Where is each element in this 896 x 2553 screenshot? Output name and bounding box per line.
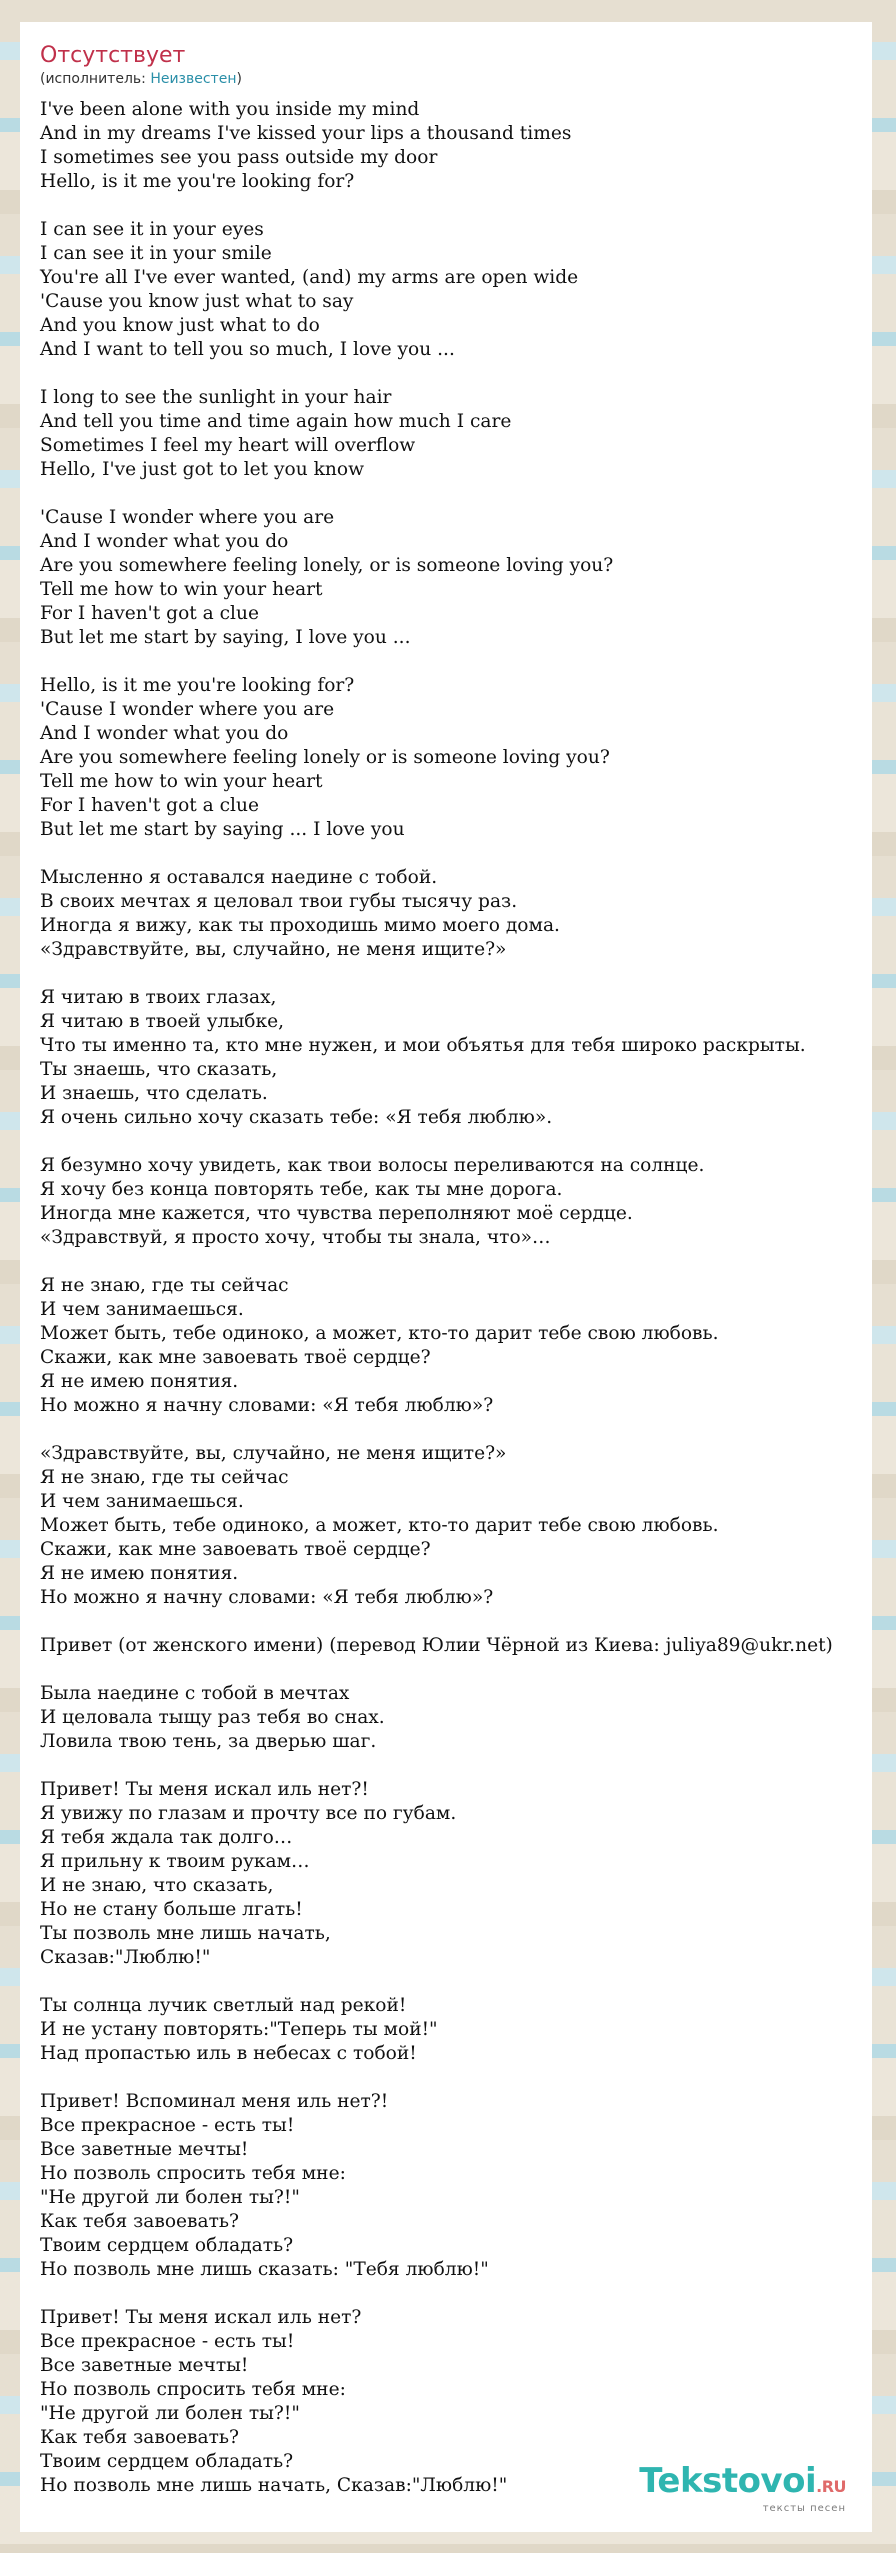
lyric-line: I can see it in your smile	[40, 243, 272, 264]
stanza-break	[40, 1970, 854, 1994]
lyric-line: And I want to tell you so much, I love you ...	[40, 339, 455, 360]
stanza-break	[40, 194, 854, 218]
lyric-line: Твоим сердцем обладать?	[40, 2235, 294, 2256]
lyric-line: And I wonder what you do	[40, 531, 289, 552]
lyric-line: Я читаю в твоей улыбке,	[40, 1011, 284, 1032]
lyric-line: Может быть, тебе одиноко, а может, кто-то дарит тебе свою любовь.	[40, 1515, 719, 1536]
lyric-line: Hello, is it me you're looking for?	[40, 675, 355, 696]
lyric-line: You're all I've ever wanted, (and) my arms are open wide	[40, 267, 579, 288]
lyric-line: Сказав:"Люблю!"	[40, 1947, 211, 1968]
lyric-line: Я очень сильно хочу сказать тебе: «Я тебя люблю».	[40, 1107, 553, 1128]
site-logo[interactable]	[639, 2463, 846, 2514]
lyric-line: Но позволь мне лишь сказать: "Тебя люблю!"	[40, 2259, 489, 2280]
lyric-line: Ты позволь мне лишь начать,	[40, 1923, 331, 1944]
lyric-line: Привет (от женского имени) (перевод Юлии Чёрной из Киева: juliya89@ukr.net)	[40, 1635, 833, 1656]
lyric-line: «Здравствуйте, вы, случайно, не меня ищите?»	[40, 939, 507, 960]
lyric-line: Твоим сердцем обладать?	[40, 2451, 294, 2472]
lyric-line: Я не имею понятия.	[40, 1371, 239, 1392]
lyric-line: 'Cause you know just what to say	[40, 291, 354, 312]
lyric-line: Я не знаю, где ты сейчас	[40, 1275, 289, 1296]
lyric-line: But let me start by saying, I love you ...	[40, 627, 411, 648]
lyric-line: Скажи, как мне завоевать твоё сердце?	[40, 1539, 431, 1560]
lyric-line: Я не знаю, где ты сейчас	[40, 1467, 289, 1488]
lyric-line: I've been alone with you inside my mind	[40, 99, 420, 120]
lyric-line: "Не другой ли болен ты?!"	[40, 2403, 300, 2424]
song-title: Отсутствует	[40, 43, 186, 68]
lyric-line: Что ты именно та, кто мне нужен, и мои объятья для тебя широко раскрыты.	[40, 1035, 806, 1056]
lyric-line: Hello, is it me you're looking for?	[40, 171, 355, 192]
lyric-line: Была наедине с тобой в мечтах	[40, 1683, 350, 1704]
lyric-line: Are you somewhere feeling lonely or is someone loving you?	[40, 747, 610, 768]
lyric-line: Hello, I've just got to let you know	[40, 459, 364, 480]
lyric-line: Но можно я начну словами: «Я тебя люблю»?	[40, 1395, 494, 1416]
lyric-line: Я читаю в твоих глазах,	[40, 987, 277, 1008]
lyric-line: Привет! Вспоминал меня иль нет?!	[40, 2091, 389, 2112]
lyric-line: Я хочу без конца повторять тебе, как ты мне дорога.	[40, 1179, 563, 1200]
lyric-line: И целовала тыщу раз тебя во снах.	[40, 1707, 385, 1728]
lyric-line: Иногда мне кажется, что чувства переполняют моё сердце.	[40, 1203, 633, 1224]
lyric-line: Я тебя ждала так долго…	[40, 1827, 293, 1848]
lyric-line: Ловила твою тень, за дверью шаг.	[40, 1731, 377, 1752]
stanza-break	[40, 482, 854, 506]
stanza-break	[40, 650, 854, 674]
lyrics-card	[20, 22, 872, 2532]
lyric-line: And in my dreams I've kissed your lips a thousand times	[40, 123, 572, 144]
lyric-line: Привет! Ты меня искал иль нет?!	[40, 1779, 369, 1800]
lyric-line: I long to see the sunlight in your hair	[40, 387, 392, 408]
artist-prefix: (исполнитель:	[40, 71, 151, 87]
lyric-line: And tell you time and time again how much I care	[40, 411, 512, 432]
lyric-line: Как тебя завоевать?	[40, 2427, 239, 2448]
artist-suffix: )	[236, 71, 242, 87]
lyric-line: И чем занимаешься.	[40, 1491, 244, 1512]
lyric-line: Are you somewhere feeling lonely, or is someone loving you?	[40, 555, 614, 576]
background-stripe-right	[868, 0, 896, 2553]
logo-name: Tekstovoi	[639, 2461, 817, 2501]
stanza-break	[40, 362, 854, 386]
lyrics-text	[40, 98, 854, 2498]
lyric-line: Все прекрасное - есть ты!	[40, 2331, 295, 2352]
lyric-line: «Здравствуйте, вы, случайно, не меня ищите?»	[40, 1443, 507, 1464]
lyric-line: Я не имею понятия.	[40, 1563, 239, 1584]
artist-line	[40, 70, 854, 88]
lyric-line: Над пропастью иль в небесах с тобой!	[40, 2043, 417, 2064]
stanza-break	[40, 1754, 854, 1778]
lyric-line: Все заветные мечты!	[40, 2355, 249, 2376]
lyric-line: Мысленно я оставался наедине с тобой.	[40, 867, 438, 888]
stanza-break	[40, 1610, 854, 1634]
lyric-line: Tell me how to win your heart	[40, 579, 323, 600]
lyric-line: Иногда я вижу, как ты проходишь мимо моего дома.	[40, 915, 560, 936]
stanza-break	[40, 2066, 854, 2090]
lyric-line: I can see it in your eyes	[40, 219, 264, 240]
lyric-line: Ты солнца лучик светлый над рекой!	[40, 1995, 407, 2016]
stanza-break	[40, 2282, 854, 2306]
lyric-line: 'Cause I wonder where you are	[40, 699, 335, 720]
lyric-line: Привет! Ты меня искал иль нет?	[40, 2307, 362, 2328]
lyric-line: Но не стану больше лгать!	[40, 1899, 303, 1920]
lyric-line: Как тебя завоевать?	[40, 2211, 239, 2232]
lyric-line: And I wonder what you do	[40, 723, 289, 744]
lyric-line: But let me start by saying ... I love you	[40, 819, 405, 840]
lyric-line: И не знаю, что сказать,	[40, 1875, 274, 1896]
lyric-line: Все прекрасное - есть ты!	[40, 2115, 295, 2136]
lyric-line: I sometimes see you pass outside my door	[40, 147, 438, 168]
lyric-line: Ты знаешь, что сказать,	[40, 1059, 278, 1080]
lyric-line: For I haven't got a clue	[40, 795, 259, 816]
lyric-line: В своих мечтах я целовал твои губы тысячу раз.	[40, 891, 518, 912]
lyric-line: «Здравствуй, я просто хочу, чтобы ты знала, что»…	[40, 1227, 551, 1248]
lyric-line: Все заветные мечты!	[40, 2139, 249, 2160]
stanza-break	[40, 842, 854, 866]
stanza-break	[40, 1250, 854, 1274]
lyric-line: Tell me how to win your heart	[40, 771, 323, 792]
lyric-line: Может быть, тебе одиноко, а может, кто-то дарит тебе свою любовь.	[40, 1323, 719, 1344]
lyric-line: Sometimes I feel my heart will overflow	[40, 435, 416, 456]
lyric-line: И не устану повторять:"Теперь ты мой!"	[40, 2019, 438, 2040]
logo-tagline: тексты песен	[762, 2503, 846, 2514]
lyric-line: For I haven't got a clue	[40, 603, 259, 624]
lyric-line: Я безумно хочу увидеть, как твои волосы переливаются на солнце.	[40, 1155, 705, 1176]
stanza-break	[40, 1130, 854, 1154]
lyric-line: 'Cause I wonder where you are	[40, 507, 335, 528]
lyric-line: И знаешь, что сделать.	[40, 1083, 268, 1104]
lyric-line: Но позволь спросить тебя мне:	[40, 2163, 346, 2184]
lyric-line: Но можно я начну словами: «Я тебя люблю»?	[40, 1587, 494, 1608]
lyric-line: Но позволь мне лишь начать, Сказав:"Люблю!"	[40, 2475, 508, 2496]
stanza-break	[40, 962, 854, 986]
lyric-line: "Не другой ли болен ты?!"	[40, 2187, 300, 2208]
artist-link[interactable]: Неизвестен	[150, 71, 237, 87]
lyric-line: And you know just what to do	[40, 315, 320, 336]
lyric-line: Я прильну к твоим рукам…	[40, 1851, 310, 1872]
lyric-line: Я увижу по глазам и прочту все по губам.	[40, 1803, 457, 1824]
logo-tld: .RU	[816, 2477, 846, 2496]
stanza-break	[40, 1418, 854, 1442]
lyric-line: Скажи, как мне завоевать твоё сердце?	[40, 1347, 431, 1368]
stanza-break	[40, 1658, 854, 1682]
lyric-line: Но позволь спросить тебя мне:	[40, 2379, 346, 2400]
lyric-line: И чем занимаешься.	[40, 1299, 244, 1320]
